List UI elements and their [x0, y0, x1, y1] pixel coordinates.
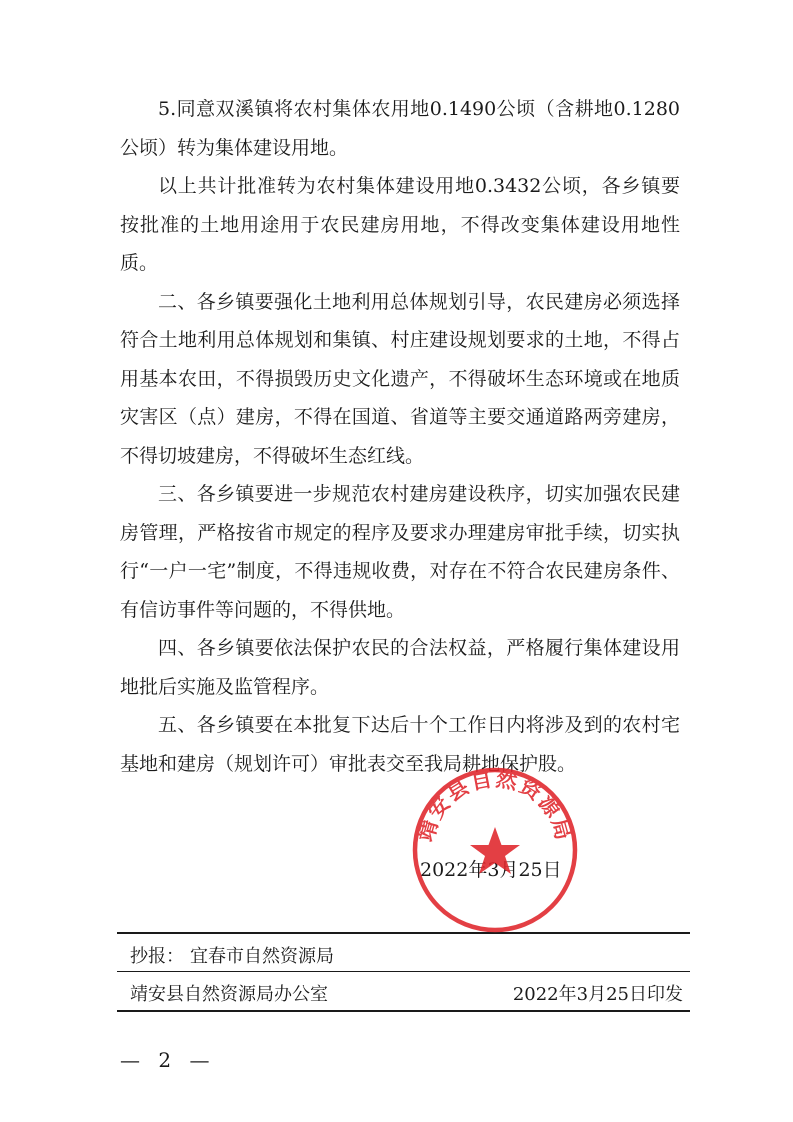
page-number: — 2 —: [120, 1048, 216, 1072]
official-seal: [410, 765, 580, 935]
paragraph-summary: 以上共计批准转为农村集体建设用地0.3432公顷，各乡镇要按批准的土地用途用于农民建房用地，不得改变集体建设用地性质。: [120, 175, 680, 274]
star-icon: [470, 827, 520, 874]
footer-top-rule: [117, 932, 690, 934]
footer-middle-rule: [117, 971, 690, 972]
cc-label: 抄报：: [130, 946, 184, 967]
seal-text: 靖安县自然资源局: [413, 766, 577, 845]
footer-bottom-rule: [117, 1010, 690, 1012]
document-date: 2022年3月25日: [420, 859, 562, 881]
paragraph-section-4: 四、各乡镇要依法保护农民的合法权益，严格履行集体建设用地批后实施及监管程序。: [120, 637, 680, 698]
paragraph-item-5: 5.同意双溪镇将农村集体农用地0.1490公顷（含耕地0.1280公顷）转为集体建设用地。: [120, 98, 680, 159]
paragraph-section-3: 三、各乡镇要进一步规范农村建房建设秩序，切实加强农民建房管理，严格按省市规定的程序及要求办理建房审批手续，切实执行“一户一宅”制度，不得违规收费，对存在不符合农民建房条件、有信访事件等问题的，不得供地。: [120, 483, 680, 621]
issue-date: 2022年3月25日印发: [512, 984, 683, 1005]
paragraph-section-2: 二、各乡镇要强化土地利用总体规划引导，农民建房必须选择符合土地利用总体规划和集镇、村庄建设规划要求的土地，不得占用基本农田，不得损毁历史文化遗产，不得破坏生态环境或在地质灾害区（点）建房，不得在国道、省道等主要交通道路两旁建房，不得切坡建房，不得破坏生态红线。: [120, 290, 680, 467]
cc-recipient: 宜春市自然资源局: [190, 946, 334, 967]
issuer-office: 靖安县自然资源局办公室: [130, 984, 328, 1005]
paragraph-section-5: 五、各乡镇要在本批复下达后十个工作日内将涉及到的农村宅基地和建房（规划许可）审批表交至我局耕地保护股。: [120, 714, 680, 775]
cc-line: [130, 942, 334, 968]
document-body: [120, 90, 680, 783]
